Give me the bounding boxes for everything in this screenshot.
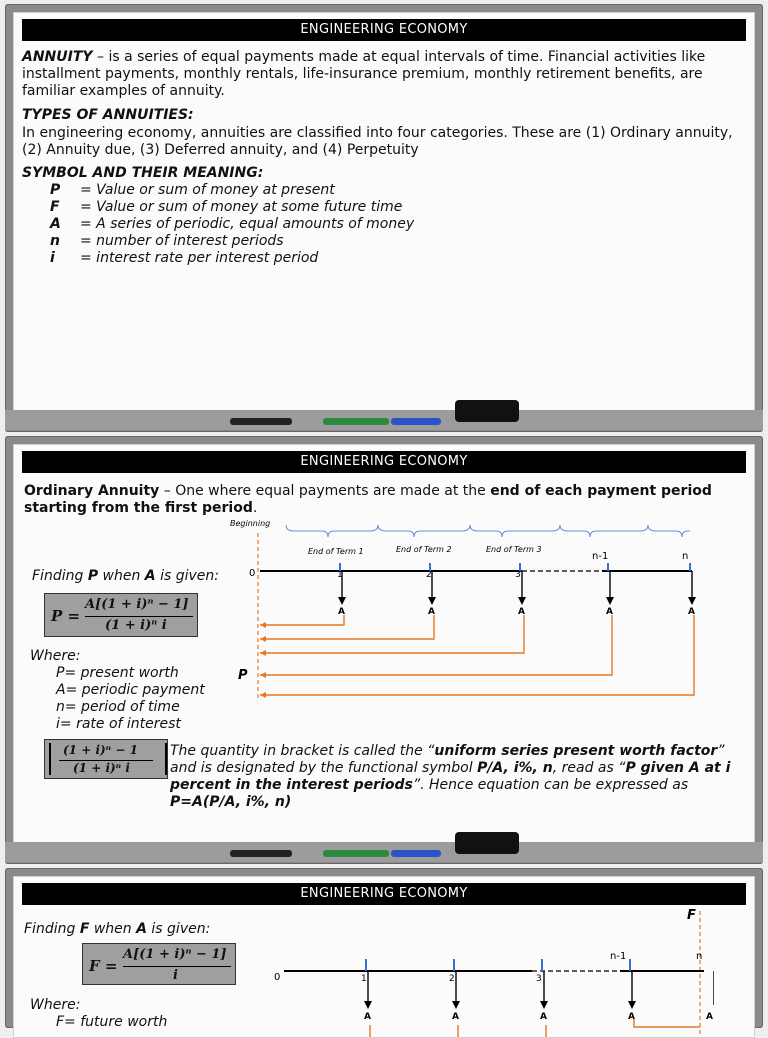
tick-label: 0 xyxy=(274,972,281,983)
desc-text: , read as “ xyxy=(552,760,626,776)
tick-label: 3 xyxy=(515,570,521,580)
symbol-list xyxy=(22,182,622,267)
where-item: P= present worth xyxy=(56,665,179,681)
marker-blue xyxy=(391,850,441,857)
payment-label: A xyxy=(606,607,613,617)
finding-text: when xyxy=(89,921,137,937)
formula-denominator: i xyxy=(173,968,178,983)
discount-arrowhead xyxy=(260,622,266,628)
factor-denominator: (1 + i)ⁿ i xyxy=(73,761,130,775)
symbol-row xyxy=(22,216,622,233)
whiteboard-3 xyxy=(5,868,763,1028)
p-label: P xyxy=(238,668,248,683)
where-label: Where: xyxy=(30,648,81,664)
tick-label: n-1 xyxy=(592,551,609,562)
finding-f-label xyxy=(24,921,210,938)
whiteboard-1 xyxy=(5,4,763,432)
types-text: In engineering economy, annuities are classified into four categories. These are (1) Ordinary annuity, (2) Annuity due, (3) Deferred annuity, and (4) Perpetuity xyxy=(22,125,733,158)
term-label: End of Term 2 xyxy=(396,545,452,554)
formula-numerator: A[(1 + i)ⁿ − 1] xyxy=(85,597,189,612)
finding-sym: P xyxy=(87,568,99,584)
desc-bold: P/A, i%, n xyxy=(477,760,553,776)
cash-flow-diagram xyxy=(224,515,704,705)
finding-text: Finding xyxy=(24,921,80,937)
marker-tray xyxy=(5,410,763,430)
tick-label: 2 xyxy=(449,974,455,984)
oa-term: Ordinary Annuity xyxy=(24,483,160,499)
payment-label: A xyxy=(452,1012,459,1022)
payment-label: A xyxy=(628,1012,635,1022)
symbol-row xyxy=(22,250,622,267)
eraser xyxy=(455,400,519,422)
symbol: F xyxy=(50,199,60,215)
finding-text: Finding xyxy=(32,568,88,584)
desc-bold: P given A at i percent in the interest periods xyxy=(170,760,731,793)
payment-label: A xyxy=(688,607,695,617)
formula-numerator: A[(1 + i)ⁿ − 1] xyxy=(123,947,227,962)
where-list xyxy=(56,665,205,733)
marker-black xyxy=(230,418,292,425)
finding-text: is given: xyxy=(155,568,219,584)
annuity-term: ANNUITY xyxy=(22,49,93,65)
where-item: A= periodic payment xyxy=(56,682,205,698)
discount-line xyxy=(260,615,524,653)
f-label: F xyxy=(687,908,696,923)
desc-text: The quantity in bracket is called the “ xyxy=(170,743,435,759)
panel-header: ENGINEERING ECONOMY xyxy=(22,19,746,41)
desc-bold: uniform series present worth factor xyxy=(434,743,718,759)
symbol-meaning: = Value or sum of money at present xyxy=(80,182,335,198)
payment-label: A xyxy=(540,1012,547,1022)
whiteboard-surface xyxy=(13,12,755,412)
term-brace xyxy=(648,525,690,537)
symbol-row xyxy=(22,182,622,199)
oa-bold: end of each payment period starting from the first period xyxy=(24,483,712,516)
marker-black xyxy=(230,850,292,857)
finding-sym: A xyxy=(136,921,147,937)
symbol: P xyxy=(50,182,61,198)
symbol: i xyxy=(50,250,55,266)
finding-sym: F xyxy=(79,921,90,937)
payment-label: A xyxy=(518,607,525,617)
oa-end: . xyxy=(252,500,258,516)
term-label: End of Term 3 xyxy=(486,545,542,554)
finding-text: is given: xyxy=(146,921,211,937)
symbol: A xyxy=(50,216,61,232)
tick-label: 0 xyxy=(249,568,256,579)
factor-box xyxy=(44,739,168,779)
marker-tray xyxy=(5,842,763,862)
f-formula-box xyxy=(82,943,236,985)
tick-label: n xyxy=(696,951,703,962)
symbol-meaning: = Value or sum of money at some future time xyxy=(80,199,403,215)
term-label: End of Term 1 xyxy=(308,547,364,556)
annuity-def-text: – is a series of equal payments made at equal intervals of time. Financial activities like installment payments, monthly rentals, life-insurance premium, monthly retirement benefits, are familiar examples of annuity. xyxy=(22,49,706,99)
symbol: n xyxy=(50,233,60,249)
payment-label: A xyxy=(338,607,345,617)
marker-green xyxy=(323,850,389,857)
p-formula-box xyxy=(44,593,198,637)
discount-line xyxy=(260,615,612,675)
where-item: i= rate of interest xyxy=(56,716,181,732)
discount-line xyxy=(260,615,344,625)
discount-line xyxy=(260,615,694,695)
symbol-meaning: = A series of periodic, equal amounts of money xyxy=(80,216,415,232)
payment-arrow xyxy=(606,571,614,617)
discount-arrowhead xyxy=(260,636,266,642)
finding-p-label xyxy=(32,568,219,585)
formula-lhs: F = xyxy=(89,957,118,975)
formula-denominator: (1 + i)ⁿ i xyxy=(105,618,167,633)
cash-flow-diagram xyxy=(264,907,714,1037)
fraction-bar xyxy=(123,966,231,967)
whiteboard-2 xyxy=(5,436,763,864)
marker-green xyxy=(323,418,389,425)
term-brace xyxy=(378,525,470,537)
discount-arrowhead xyxy=(260,650,266,656)
finding-sym: A xyxy=(144,568,156,584)
factor-description xyxy=(170,743,740,811)
term-brace xyxy=(470,525,560,537)
tick-label: 1 xyxy=(337,570,343,580)
symbol-row xyxy=(22,233,622,250)
discount-arrowhead xyxy=(260,692,266,698)
tick-label: n xyxy=(682,551,689,562)
formula-lhs: P = xyxy=(51,607,81,625)
factor-numerator: (1 + i)ⁿ − 1 xyxy=(63,743,138,757)
whiteboard-surface xyxy=(13,444,755,844)
where-item: n= period of time xyxy=(56,699,180,715)
types-heading: TYPES OF ANNUITIES: xyxy=(22,107,194,123)
symbol-row xyxy=(22,199,622,216)
symbol-meaning: = interest rate per interest period xyxy=(80,250,319,266)
panel-header: ENGINEERING ECONOMY xyxy=(22,451,746,473)
whiteboard-surface xyxy=(13,876,755,1038)
marker-blue xyxy=(391,418,441,425)
payment-arrow xyxy=(706,971,714,1022)
tick-label: n-1 xyxy=(610,951,627,962)
panel-header: ENGINEERING ECONOMY xyxy=(22,883,746,905)
eraser xyxy=(455,832,519,854)
beginning-label: Beginning xyxy=(230,519,271,528)
symbol-meaning: = number of interest periods xyxy=(80,233,284,249)
desc-text: ”. Hence equation can be expressed as xyxy=(412,777,689,793)
annuity-definition xyxy=(22,49,742,100)
payment-arrow xyxy=(688,571,696,617)
formula-lhs-text: P xyxy=(51,607,63,625)
where-list xyxy=(56,1014,167,1031)
payment-label: A xyxy=(706,1012,713,1022)
payment-label: A xyxy=(364,1012,371,1022)
oa-def: – One where equal payments are made at the xyxy=(159,483,491,499)
ordinary-annuity-definition xyxy=(24,483,744,517)
discount-arrowhead xyxy=(260,672,266,678)
tick-label: 2 xyxy=(426,570,432,580)
term-brace xyxy=(286,525,378,537)
fraction-bar xyxy=(85,616,193,617)
term-brace xyxy=(560,525,648,537)
desc-bold: P=A(P/A, i%, n) xyxy=(170,794,292,810)
where-item: F= future worth xyxy=(56,1014,168,1030)
payment-label: A xyxy=(428,607,435,617)
finding-text: when xyxy=(98,568,145,584)
desc-text: ” and is designated by the functional symbol xyxy=(170,743,725,776)
compound-line xyxy=(634,1019,700,1027)
formula-lhs-text: F xyxy=(89,957,100,975)
tick-label: 1 xyxy=(361,974,367,984)
tick-label: 3 xyxy=(536,974,542,984)
where-label: Where: xyxy=(30,997,81,1013)
discount-line xyxy=(260,615,434,639)
payment-arrow xyxy=(628,971,636,1022)
symbols-heading: SYMBOL AND THEIR MEANING: xyxy=(22,165,264,181)
